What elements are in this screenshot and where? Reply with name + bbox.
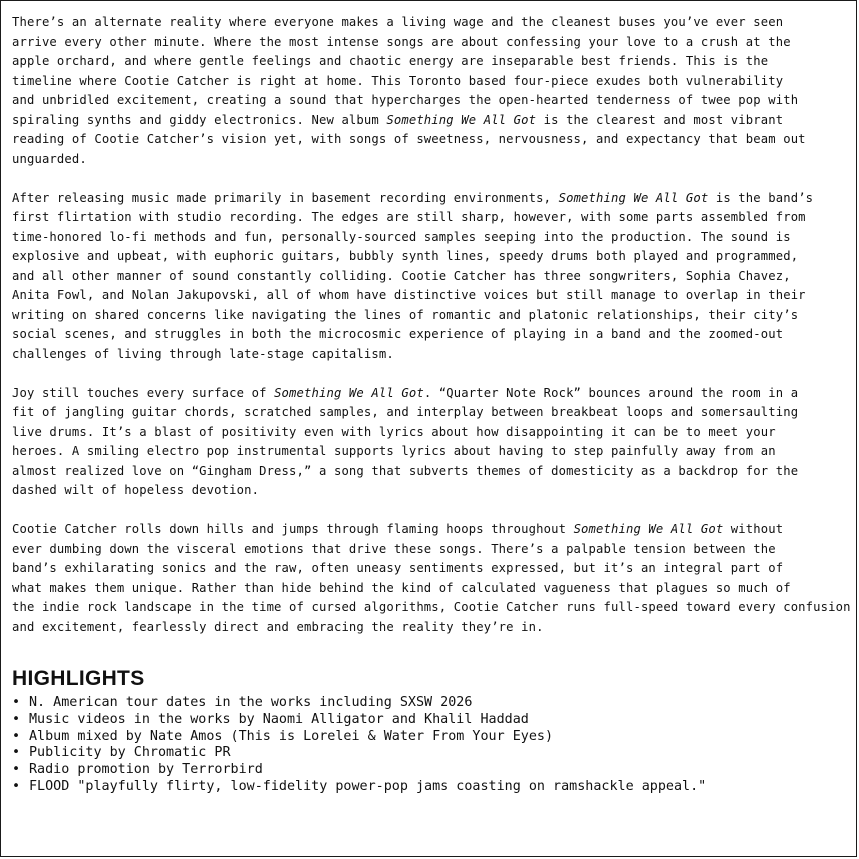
highlight-item (12, 695, 857, 712)
text-line (12, 33, 857, 53)
text-segment: without (723, 522, 784, 536)
text-segment: challenges of living through late-stage capitalism. (12, 346, 394, 361)
text-segment: fit of jangling guitar chords, scratched samples, and interplay between breakbeat loops and somersaulting (12, 405, 799, 419)
text-segment: time-honored lo-fi methods and fun, personally-sourced samples seeping into the production. The sound is (12, 229, 791, 244)
text-line (12, 52, 857, 72)
text-line (12, 423, 857, 443)
text-line (12, 540, 857, 560)
text-line (12, 481, 857, 501)
text-segment: Anita Fowl, and Nolan Jakupovski, all of whom have distinctive voices but still manage to overlap in their (12, 288, 806, 302)
text-segment: almost realized love on “Gingham Dress,” a song that subverts themes of domesticity as a backdrop for the (12, 463, 799, 478)
text-segment: ever dumbing down the visceral emotions that drive these songs. There’s a palpable tension between the (12, 541, 776, 556)
highlight-text: Radio promotion by Terrorbird (29, 762, 263, 778)
text-line (12, 267, 857, 287)
text-line (12, 325, 857, 345)
text-line (12, 384, 857, 404)
text-line (12, 130, 857, 150)
highlights-list (12, 695, 857, 796)
text-segment: unguarded. (12, 151, 87, 166)
highlight-item (12, 729, 857, 746)
album-title: Something We All Got (386, 112, 537, 127)
bullet-icon: • (12, 762, 21, 778)
text-segment: explosive and upbeat, with euphoric guitars, bubbly synth lines, speedy drums both played and programmed, (12, 249, 799, 263)
text-segment: the indie rock landscape in the time of cursed algorithms, Cootie Catcher runs full-speed toward every confusion (12, 600, 851, 614)
text-segment: After releasing music made primarily in basement recording environments, (12, 190, 559, 205)
text-segment: apple orchard, and where gentle feelings and chaotic energy are inseparable best friends. This is the (12, 54, 769, 68)
text-line (12, 13, 857, 33)
text-line (12, 91, 857, 111)
text-line (12, 228, 857, 248)
highlight-item (12, 762, 857, 779)
bullet-icon: • (12, 711, 21, 727)
text-line (12, 462, 857, 482)
album-title: Something We All Got (573, 522, 724, 536)
bullet-icon: • (12, 728, 21, 744)
paragraph (12, 13, 857, 169)
text-segment: spiraling synths and giddy electronics. New album (12, 112, 387, 127)
text-segment: arrive every other minute. Where the most intense songs are about confessing your love to a crush at the (12, 34, 791, 49)
bullet-icon: • (12, 695, 21, 710)
text-line (12, 618, 857, 638)
text-segment: writing on shared concerns like navigating the lines of romantic and platonic relationships, their city’s (12, 307, 799, 322)
text-segment: . “Quarter Note Rock” bounces around the room in a (423, 385, 799, 400)
text-line (12, 403, 857, 423)
text-segment: timeline where Cootie Catcher is right at home. This Toronto based four-piece exudes both vulnerability (12, 73, 784, 88)
text-segment: reading of Cootie Catcher’s vision yet, with songs of sweetness, nervousness, and expectancy that beam out (12, 132, 806, 146)
text-line (12, 150, 857, 170)
text-line (12, 208, 857, 228)
highlight-text: Publicity by Chromatic PR (29, 745, 231, 761)
text-line (12, 345, 857, 365)
paragraph (12, 189, 857, 365)
text-segment: is the band’s (708, 190, 814, 205)
text-line (12, 111, 857, 131)
text-segment: live drums. It’s a blast of positivity even with lyrics about how disappointing it can be to meet your (12, 424, 776, 439)
text-line (12, 579, 857, 599)
highlight-item (12, 712, 857, 729)
highlights-heading: HIGHLIGHTS (12, 667, 145, 690)
text-segment: dashed wilt of hopeless devotion. (12, 483, 260, 497)
text-segment: Cootie Catcher rolls down hills and jumps through flaming hoops throughout (12, 522, 574, 536)
text-segment: heroes. A smiling electro pop instrumental supports lyrics about having to step painfully away from an (12, 444, 776, 458)
text-line (12, 442, 857, 462)
album-title: Something We All Got (558, 190, 709, 205)
highlights-section (12, 667, 857, 796)
text-segment: and all other manner of sound constantly colliding. Cootie Catcher has three songwriters, Sophia Chavez, (12, 268, 791, 283)
text-line (12, 72, 857, 92)
text-line (12, 598, 857, 618)
body-text (12, 13, 857, 657)
text-segment: what makes them unique. Rather than hide behind the kind of calculated vagueness that plagues so much of (12, 580, 791, 595)
highlight-text: N. American tour dates in the works including SXSW 2026 (29, 695, 473, 710)
highlight-text: Album mixed by Nate Amos (This is Lorelei & Water From Your Eyes) (29, 728, 554, 744)
paragraph (12, 384, 857, 501)
text-segment: is the clearest and most vibrant (536, 112, 784, 127)
text-line (12, 520, 857, 540)
text-segment: social scenes, and struggles in both the microcosmic experience of playing in a band and the zoomed-out (12, 327, 784, 341)
album-title: Something We All Got (274, 385, 424, 400)
text-segment: band’s exhilarating sonics and the raw, often uneasy sentiments expressed, but it’s an integral part of (12, 561, 784, 575)
text-line (12, 286, 857, 306)
text-segment: and excitement, fearlessly direct and embracing the reality they’re in. (12, 619, 544, 634)
text-line (12, 559, 857, 579)
paragraph (12, 520, 857, 637)
text-line (12, 189, 857, 209)
text-segment: There’s an alternate reality where everyone makes a living wage and the cleanest buses you’ve ever seen (12, 15, 784, 29)
highlight-text: FLOOD "playfully flirty, low-fidelity power-pop jams coasting on ramshackle appeal." (29, 778, 707, 794)
bullet-icon: • (12, 745, 21, 761)
bullet-icon: • (12, 778, 21, 794)
highlight-item (12, 779, 857, 796)
highlight-item (12, 745, 857, 762)
text-segment: first flirtation with studio recording. The edges are still sharp, however, with some parts assembled from (12, 210, 806, 224)
highlight-text: Music videos in the works by Naomi Alligator and Khalil Haddad (29, 711, 529, 727)
text-segment: and unbridled excitement, creating a sound that hypercharges the open-hearted tenderness of twee pop with (12, 93, 799, 107)
text-line (12, 306, 857, 326)
text-line (12, 247, 857, 267)
text-segment: Joy still touches every surface of (12, 385, 275, 400)
